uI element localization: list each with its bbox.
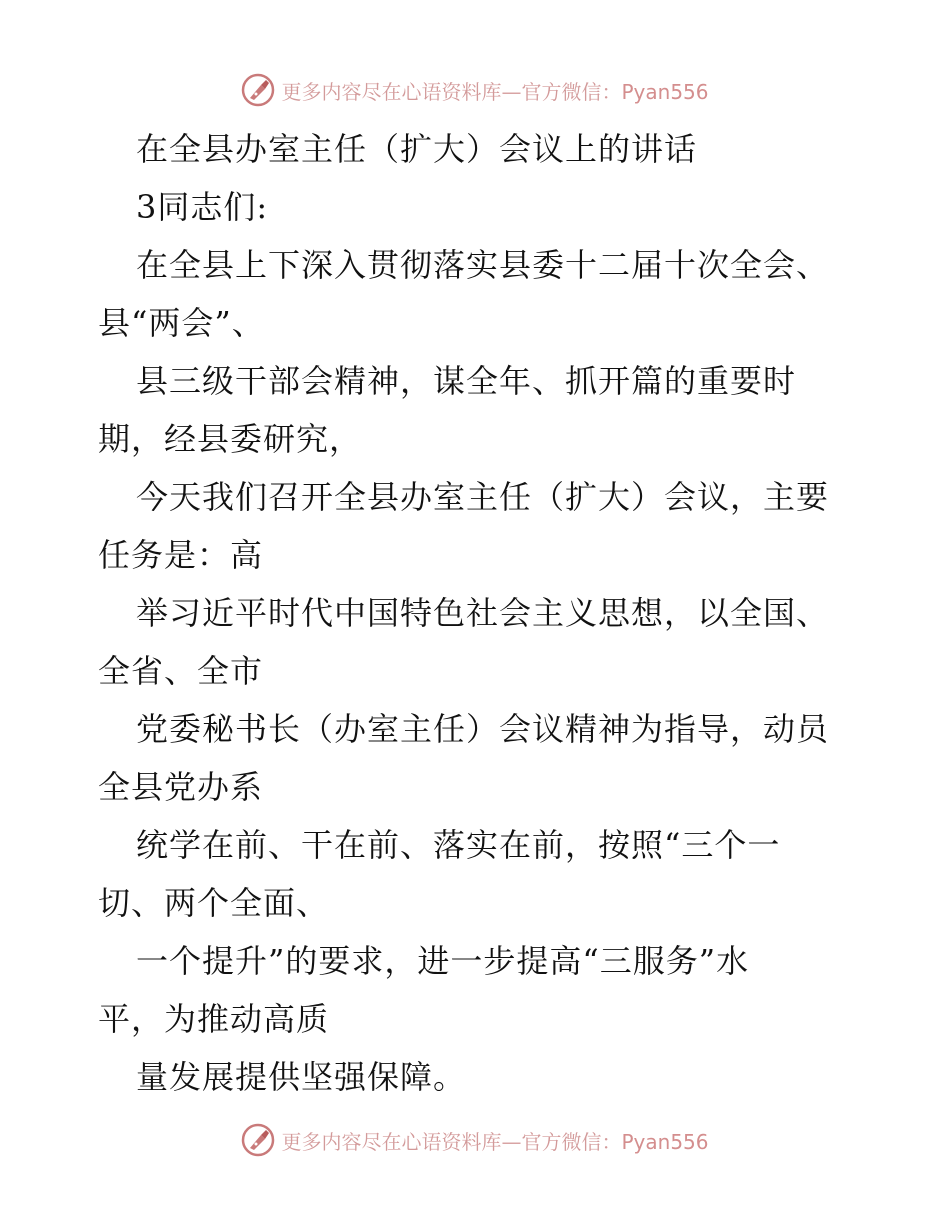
watermark-text [281, 1126, 708, 1155]
document-body [98, 120, 858, 1106]
watermark-dash: — [501, 79, 522, 104]
watermark-text [281, 76, 708, 105]
watermark-footer [0, 1120, 950, 1160]
document-line: 一个提升”的要求，进一步提高“三服务”水 [136, 942, 750, 980]
document-line: 全省、全市 [98, 652, 264, 690]
watermark-wechat-id: Pyan556 [621, 79, 709, 104]
document-line: 县“两会”、 [98, 304, 265, 342]
watermark-wechat-id: Pyan556 [621, 1129, 709, 1154]
document-line: 任务是：高 [98, 536, 264, 574]
document-line: 期，经县委研究， [98, 420, 363, 458]
document-line: 3同志们: [136, 188, 269, 226]
document-line: 今天我们召开全县办室主任（扩大）会议，主要 [136, 478, 830, 516]
pen-nib-logo-icon [241, 1123, 275, 1157]
document-line: 在全县上下深入贯彻落实县委十二届十次全会、 [136, 246, 830, 284]
document-title: 在全县办室主任（扩大）会议上的讲话 [136, 130, 698, 168]
watermark-dash: — [501, 1129, 522, 1154]
document-line: 全县党办系 [98, 768, 264, 806]
document-line: 切、两个全面、 [98, 884, 330, 922]
watermark-official-label: 官方微信： [521, 79, 622, 104]
document-line: 党委秘书长（办室主任）会议精神为指导，动员 [136, 710, 830, 748]
document-line: 县三级干部会精神，谋全年、抓开篇的重要时 [136, 362, 797, 400]
document-line: 平，为推动高质 [98, 1000, 330, 1038]
watermark-site-name: 更多内容尽在心语资料库 [281, 1129, 502, 1154]
document-line: 举习近平时代中国特色社会主义思想，以全国、 [136, 594, 830, 632]
watermark-header-inner [241, 73, 708, 107]
watermark-footer-inner [241, 1123, 708, 1157]
document-line: 统学在前、干在前、落实在前，按照“三个一 [136, 826, 781, 864]
watermark-official-label: 官方微信： [521, 1129, 622, 1154]
pen-nib-logo-icon [241, 73, 275, 107]
document-line: 量发展提供坚强保障。 [136, 1058, 467, 1096]
watermark-site-name: 更多内容尽在心语资料库 [281, 79, 502, 104]
watermark-header [0, 70, 950, 110]
